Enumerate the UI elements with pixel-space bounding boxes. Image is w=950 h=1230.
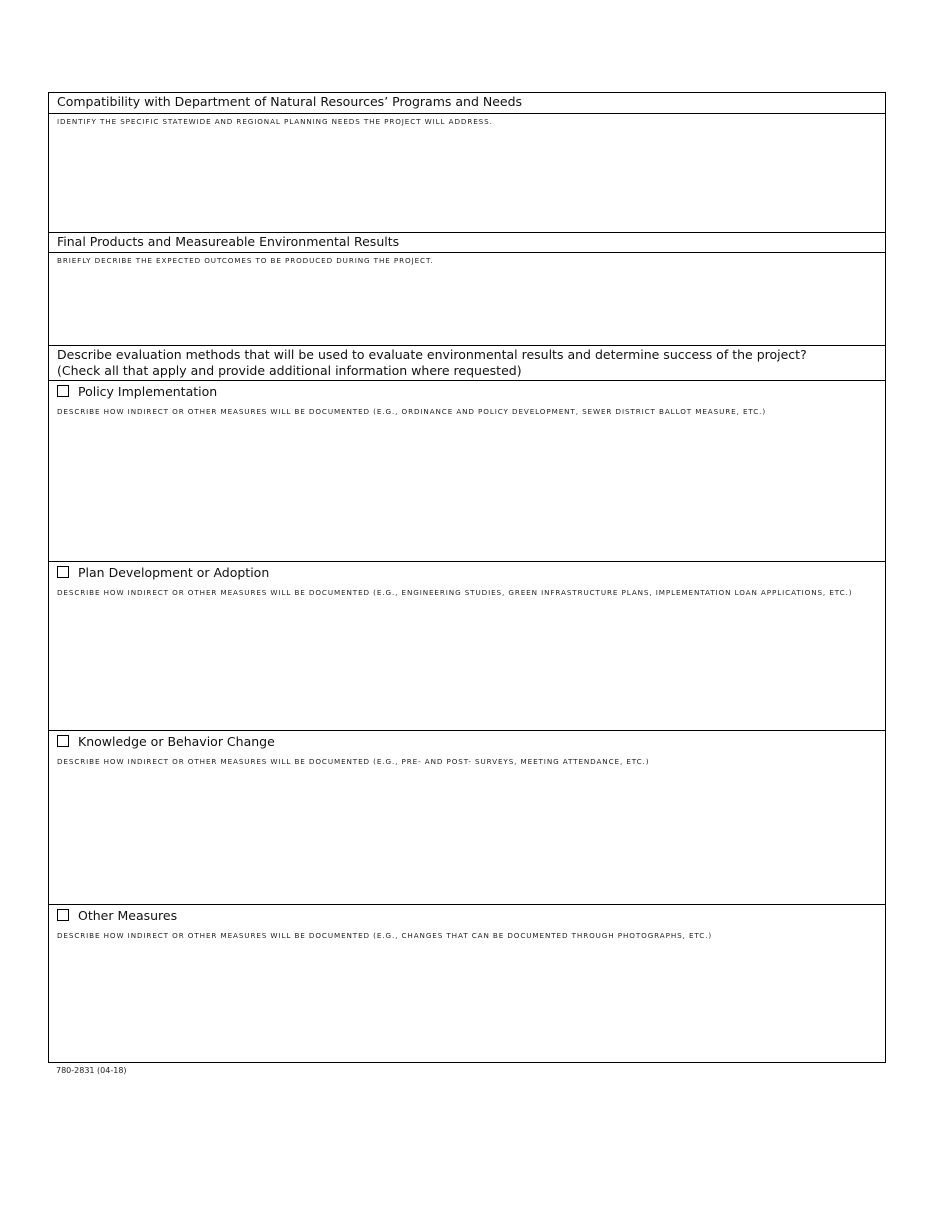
option-policy-implementation [49, 380, 885, 561]
knowledge-behavior-label: Knowledge or Behavior Change [78, 733, 275, 749]
final-products-title: Final Products and Measureable Environmental Results [57, 234, 400, 249]
plan-development-instruction: DESCRIBE HOW INDIRECT OR OTHER MEASURES WILL BE DOCUMENTED (E.G., ENGINEERING STUDIES, GREEN INFRASTRUCTURE PLANS, IMPLEMENTATION LOAN APPLICATIONS, ETC.) [57, 588, 853, 597]
final-products-field[interactable] [49, 252, 885, 345]
compatibility-instruction: IDENTIFY THE SPECIFIC STATEWIDE AND REGIONAL PLANNING NEEDS THE PROJECT WILL ADDRESS. [57, 117, 493, 126]
knowledge-behavior-instruction: DESCRIBE HOW INDIRECT OR OTHER MEASURES WILL BE DOCUMENTED (E.G., PRE- AND POST- SURVEYS, MEETING ATTENDANCE, ETC.) [57, 757, 650, 766]
final-products-header [49, 232, 885, 252]
plan-development-label: Plan Development or Adoption [78, 564, 270, 580]
other-measures-checkbox[interactable] [57, 909, 69, 921]
compatibility-header [49, 93, 885, 113]
option-plan-development [49, 561, 885, 730]
knowledge-behavior-checkbox[interactable] [57, 735, 69, 747]
policy-implementation-instruction: DESCRIBE HOW INDIRECT OR OTHER MEASURES WILL BE DOCUMENTED (E.G., ORDINANCE AND POLICY DEVELOPMENT, SEWER DISTRICT BALLOT MEASURE, ETC.) [57, 407, 767, 416]
final-products-instruction: BRIEFLY DECRIBE THE EXPECTED OUTCOMES TO BE PRODUCED DURING THE PROJECT. [57, 256, 434, 265]
other-measures-instruction: DESCRIBE HOW INDIRECT OR OTHER MEASURES WILL BE DOCUMENTED (E.G., CHANGES THAT CAN BE DOCUMENTED THROUGH PHOTOGRAPHS, ETC.) [57, 931, 713, 940]
option-other-measures [49, 904, 885, 1062]
compatibility-field[interactable] [49, 113, 885, 232]
compatibility-title: Compatibility with Department of Natural Resources’ Programs and Needs [57, 94, 523, 109]
evaluation-title: Describe evaluation methods that will be used to evaluate environmental results and determine success of the project? [57, 347, 807, 362]
plan-development-checkbox[interactable] [57, 566, 69, 578]
form-number: 780-2831 (04-18) [56, 1066, 127, 1075]
policy-implementation-label: Policy Implementation [78, 383, 218, 399]
policy-implementation-checkbox[interactable] [57, 385, 69, 397]
form-table [48, 92, 886, 1063]
evaluation-subtitle: (Check all that apply and provide additional information where requested) [57, 363, 522, 378]
evaluation-header [49, 345, 885, 380]
option-knowledge-behavior-change [49, 730, 885, 904]
other-measures-label: Other Measures [78, 907, 178, 923]
